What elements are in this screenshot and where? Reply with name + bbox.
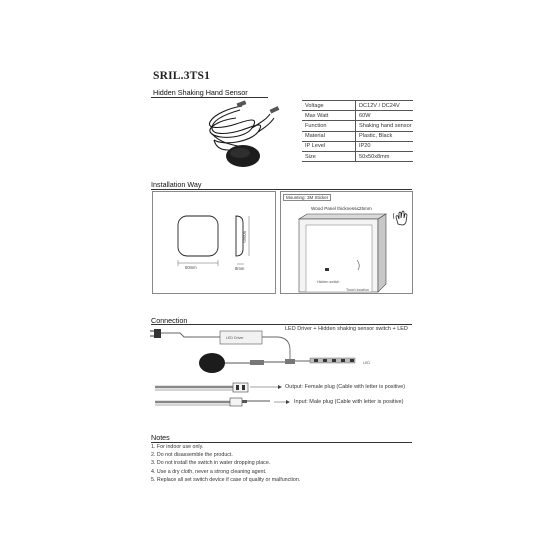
spec-row xyxy=(302,131,413,141)
notes-list xyxy=(151,443,416,484)
dimension-drawing-panel xyxy=(152,191,276,294)
note-item: 4. Use a dry cloth, never a strong cleaning agent. xyxy=(151,468,267,475)
model-number: SRIL.3TS1 xyxy=(153,70,211,82)
ac-plug-icon xyxy=(150,329,161,338)
spec-key: Max Watt xyxy=(302,111,356,121)
hidden-switch-marker xyxy=(325,268,329,271)
panel-thickness-label: Wood Panel thickness≤25mm xyxy=(311,206,372,211)
spec-value: 60W xyxy=(356,111,414,121)
depth-dimension: 8mm xyxy=(235,266,245,271)
input-plug-label: Input: Male plug (Cable with letter is positive) xyxy=(294,399,404,405)
width-dimension: 50mm xyxy=(185,265,197,270)
spec-table xyxy=(302,100,413,162)
installation-title: Installation Way xyxy=(151,180,202,189)
spec-key: IP Level xyxy=(302,141,356,151)
connection-title-underline xyxy=(151,324,412,325)
female-plug-icon xyxy=(233,383,248,392)
note-item: 2. Do not disassemble the product. xyxy=(151,452,233,459)
mounting-drawing-panel xyxy=(280,191,413,294)
spec-key: Function xyxy=(302,121,356,131)
note-item: 5. Replace all set switch device if case of quality or malfunction. xyxy=(151,476,301,483)
output-plug-label: Output: Female plug (Cable with letter is positive) xyxy=(285,384,406,390)
connection-summary: LED Driver + Hidden shaking sensor switch + LED xyxy=(285,326,408,332)
sensor-product-image xyxy=(190,98,300,178)
male-plug-icon xyxy=(230,398,242,406)
spec-key: Material xyxy=(302,131,356,141)
connector-plug-icon xyxy=(270,106,280,113)
cabinet-drawing xyxy=(281,192,412,293)
height-dimension: 50mm xyxy=(242,231,247,243)
spec-row xyxy=(302,101,413,111)
product-title: Hidden Shaking Hand Sensor xyxy=(153,88,248,97)
spec-key: Size xyxy=(302,151,356,161)
led-label: LED xyxy=(363,361,370,365)
connector-icon xyxy=(250,360,264,365)
spec-value: Shaking hand sensor xyxy=(356,121,414,131)
mounting-label: Mounting: 3M Sticker xyxy=(283,194,331,201)
note-item: 3. Do not install the switch in water dropping place. xyxy=(151,460,271,467)
touch-location-label: Touch location xyxy=(346,288,369,292)
dimension-drawing xyxy=(153,192,275,293)
led-driver-label: LED Driver xyxy=(226,336,244,340)
spec-row xyxy=(302,141,413,151)
spec-value: IP20 xyxy=(356,141,414,151)
spec-row xyxy=(302,151,413,161)
sensor-puck-icon xyxy=(199,353,225,373)
spec-value: 50x50x8mm xyxy=(356,151,414,161)
hand-wave-icon xyxy=(393,209,409,227)
installation-title-underline xyxy=(151,189,412,190)
spec-row xyxy=(302,111,413,121)
note-item: 1. For indoor use only. xyxy=(151,444,204,450)
spec-key: Voltage xyxy=(302,101,356,111)
notes-title: Notes xyxy=(151,433,170,442)
hidden-switch-label: Hidden switch xyxy=(317,280,340,284)
connection-title: Connection xyxy=(151,316,188,325)
spec-value: Plastic, Black xyxy=(356,131,414,141)
spec-value: DC12V / DC24V xyxy=(356,101,414,111)
spec-row xyxy=(302,121,413,131)
sensor-front-outline xyxy=(178,216,218,256)
